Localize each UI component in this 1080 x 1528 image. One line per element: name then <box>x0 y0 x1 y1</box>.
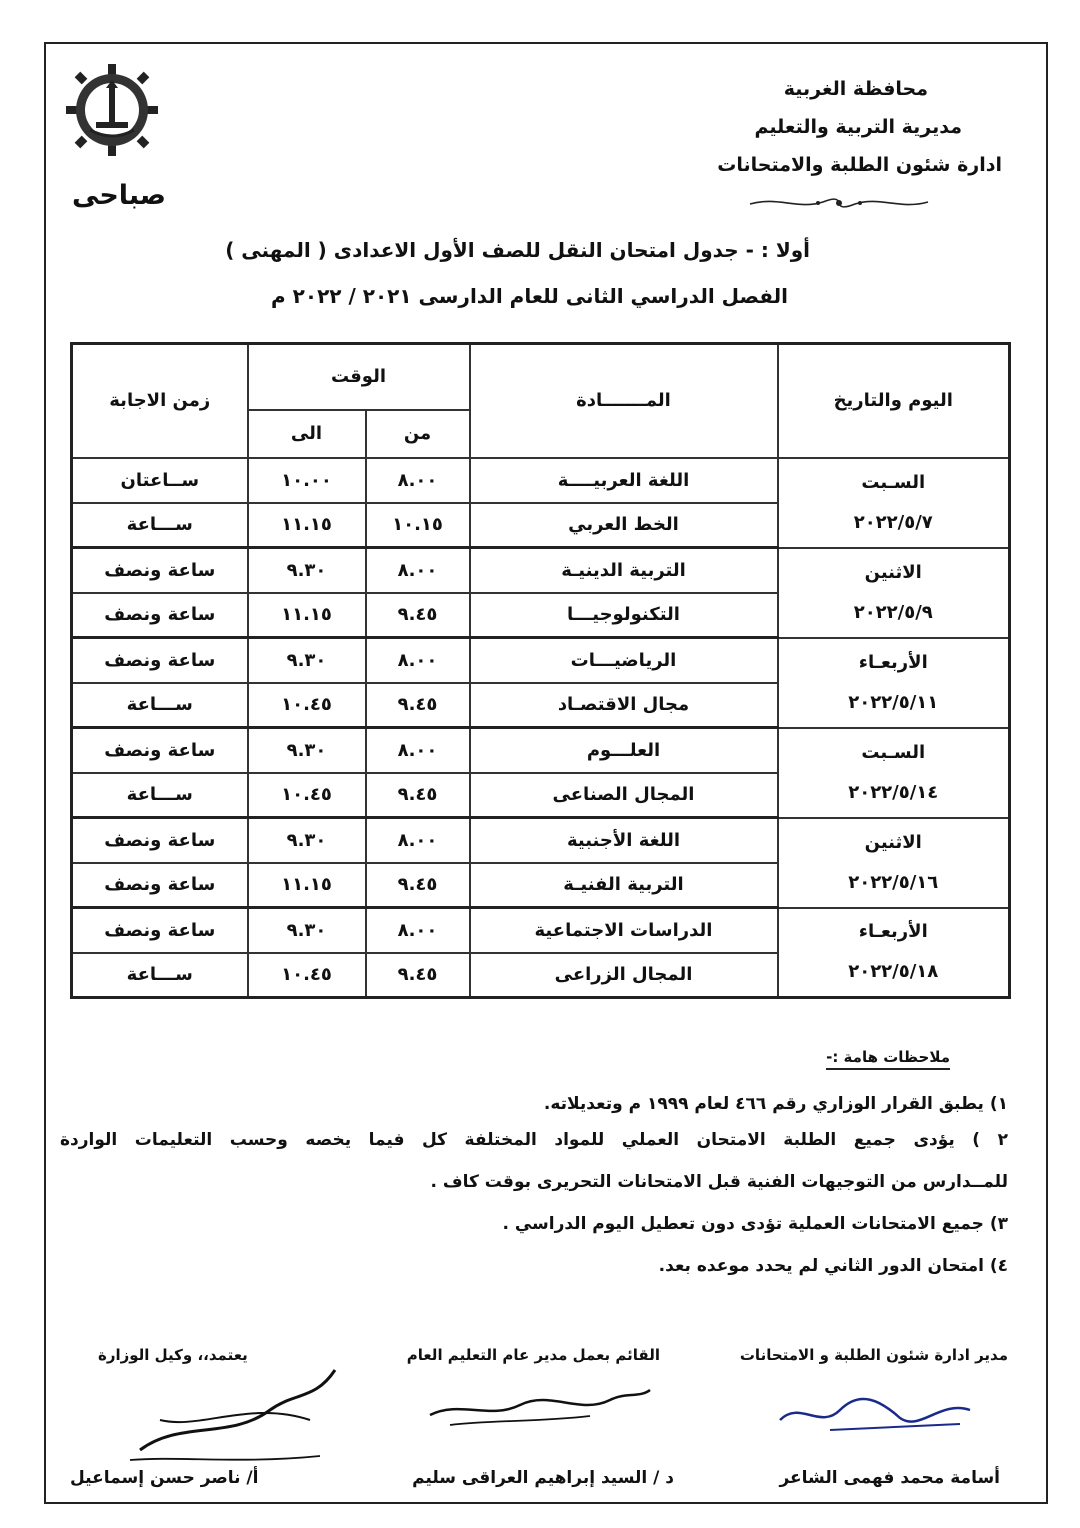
duration-cell: ساعة ونصف <box>72 728 248 773</box>
duration-cell: ساعة ونصف <box>72 548 248 593</box>
duration-cell: ساعة ونصف <box>72 908 248 953</box>
header-from: من <box>366 410 470 458</box>
date-label: ٢٠٢٢/٥/٩ <box>853 601 933 623</box>
from-cell: ٨.٠٠ <box>366 458 470 503</box>
semester-title: الفصل الدراسي الثانى للعام الدارسى ٢٠٢١ / ٢٠٢٢ م <box>271 284 788 308</box>
day-date-cell <box>778 818 1010 908</box>
to-cell: ١١.١٥ <box>248 593 366 638</box>
subject-cell: التكنولوجيـــا <box>470 593 778 638</box>
from-cell: ٨.٠٠ <box>366 638 470 683</box>
table-row <box>72 728 1010 773</box>
to-cell: ١٠.٠٠ <box>248 458 366 503</box>
note-item-2-continued: للمــدارس من التوجيهات الفنية قبل الامتحانات التحريرى بوقت كاف . <box>430 1172 1008 1192</box>
duration-cell: ســـاعة <box>72 683 248 728</box>
header-day-date: اليوم والتاريخ <box>778 344 1010 458</box>
from-cell: ٩.٤٥ <box>366 953 470 998</box>
table-row <box>72 458 1010 503</box>
from-cell: ٩.٤٥ <box>366 593 470 638</box>
right-signatory-name: أسامة محمد فهمى الشاعر <box>779 1468 1000 1488</box>
from-cell: ١٠.١٥ <box>366 503 470 548</box>
shift-label: صباحى <box>72 180 167 211</box>
day-label: الأربعـاء <box>858 651 928 673</box>
middle-signature-icon <box>420 1370 660 1440</box>
duration-cell: ســـاعة <box>72 953 248 998</box>
exam-schedule-table <box>70 342 1011 999</box>
header-to: الى <box>248 410 366 458</box>
day-date-cell <box>778 728 1010 818</box>
governorate-logo-icon <box>66 64 158 156</box>
to-cell: ١٠.٤٥ <box>248 773 366 818</box>
from-cell: ٩.٤٥ <box>366 773 470 818</box>
ornament-divider-icon <box>748 192 930 214</box>
date-label: ٢٠٢٢/٥/١٨ <box>848 961 939 983</box>
day-date-cell <box>778 638 1010 728</box>
from-cell: ٨.٠٠ <box>366 728 470 773</box>
subject-cell: التربية الفنيـة <box>470 863 778 908</box>
day-label: الاثنين <box>864 561 922 583</box>
table-row <box>72 548 1010 593</box>
header-duration: زمن الاجابة <box>72 344 248 458</box>
directorate-label: مديرية التربية والتعليم <box>754 116 962 138</box>
note-item-3: ٣) جميع الامتحانات العملية تؤدى دون تعطيل اليوم الدراسي . <box>502 1214 1008 1234</box>
subject-cell: اللغة الأجنبية <box>470 818 778 863</box>
date-label: ٢٠٢٢/٥/١٦ <box>848 871 939 893</box>
header-subject: المـــــــادة <box>470 344 778 458</box>
note-item-2: ٢ ) يؤدى جميع الطلبة الامتحان العملي للمواد المختلفة كل فيما يخصه وحسب التعليمات الواردة <box>60 1130 1008 1150</box>
header-time: الوقت <box>248 344 470 410</box>
subject-cell: التربية الدينيـة <box>470 548 778 593</box>
day-label: الأربعـاء <box>858 921 928 943</box>
day-label: السـبت <box>861 471 926 493</box>
to-cell: ٩.٣٠ <box>248 818 366 863</box>
from-cell: ٨.٠٠ <box>366 818 470 863</box>
left-signature-icon <box>120 1360 350 1470</box>
from-cell: ٨.٠٠ <box>366 908 470 953</box>
subject-cell: المجال الزراعى <box>470 953 778 998</box>
subject-cell: الدراسات الاجتماعية <box>470 908 778 953</box>
duration-cell: ســاعتان <box>72 458 248 503</box>
to-cell: ٩.٣٠ <box>248 548 366 593</box>
right-signature-icon <box>770 1380 990 1450</box>
to-cell: ١٠.٤٥ <box>248 683 366 728</box>
date-label: ٢٠٢٢/٥/١١ <box>848 691 939 713</box>
from-cell: ٩.٤٥ <box>366 683 470 728</box>
middle-signatory-name: د / السيد إبراهيم العراقى سليم <box>412 1468 674 1488</box>
to-cell: ١١.١٥ <box>248 503 366 548</box>
to-cell: ٩.٣٠ <box>248 728 366 773</box>
subject-cell: اللغة العربيــــة <box>470 458 778 503</box>
table-row <box>72 638 1010 683</box>
duration-cell: ساعة ونصف <box>72 863 248 908</box>
subject-cell: الخط العربي <box>470 503 778 548</box>
duration-cell: ســـاعة <box>72 503 248 548</box>
note-item-1: ١) يطبق القرار الوزاري رقم ٤٦٦ لعام ١٩٩٩ م وتعديلاته. <box>543 1094 1008 1114</box>
table-row <box>72 908 1010 953</box>
duration-cell: ساعة ونصف <box>72 818 248 863</box>
subject-cell: المجال الصناعى <box>470 773 778 818</box>
to-cell: ٩.٣٠ <box>248 908 366 953</box>
to-cell: ١١.١٥ <box>248 863 366 908</box>
to-cell: ١٠.٤٥ <box>248 953 366 998</box>
subject-cell: مجال الاقتصـاد <box>470 683 778 728</box>
to-cell: ٩.٣٠ <box>248 638 366 683</box>
note-item-4: ٤) امتحان الدور الثاني لم يحدد موعده بعد. <box>658 1256 1008 1276</box>
subject-cell: العلـــوم <box>470 728 778 773</box>
duration-cell: ساعة ونصف <box>72 638 248 683</box>
department-label: ادارة شئون الطلبة والامتحانات <box>717 154 1002 176</box>
notes-title: ملاحظات هامة :- <box>826 1048 950 1070</box>
governorate-label: محافظة الغربية <box>783 78 928 100</box>
schedule-title: أولا : - جدول امتحان النقل للصف الأول الاعدادى ( المهنى ) <box>225 238 810 262</box>
from-cell: ٨.٠٠ <box>366 548 470 593</box>
day-label: الاثنين <box>864 831 922 853</box>
day-date-cell <box>778 908 1010 998</box>
date-label: ٢٠٢٢/٥/٧ <box>853 511 933 533</box>
table-row <box>72 818 1010 863</box>
duration-cell: ساعة ونصف <box>72 593 248 638</box>
middle-signatory-title: القائم بعمل مدير عام التعليم العام <box>406 1346 660 1364</box>
subject-cell: الرياضيـــات <box>470 638 778 683</box>
from-cell: ٩.٤٥ <box>366 863 470 908</box>
date-label: ٢٠٢٢/٥/١٤ <box>848 781 939 803</box>
left-signatory-name: أ/ ناصر حسن إسماعيل <box>70 1468 259 1488</box>
left-signatory-title: يعتمد،، وكيل الوزارة <box>98 1346 248 1364</box>
day-date-cell <box>778 548 1010 638</box>
day-date-cell <box>778 458 1010 548</box>
right-signatory-title: مدير ادارة شئون الطلبة و الامتحانات <box>739 1346 1008 1364</box>
duration-cell: ســـاعة <box>72 773 248 818</box>
day-label: السـبت <box>861 741 926 763</box>
